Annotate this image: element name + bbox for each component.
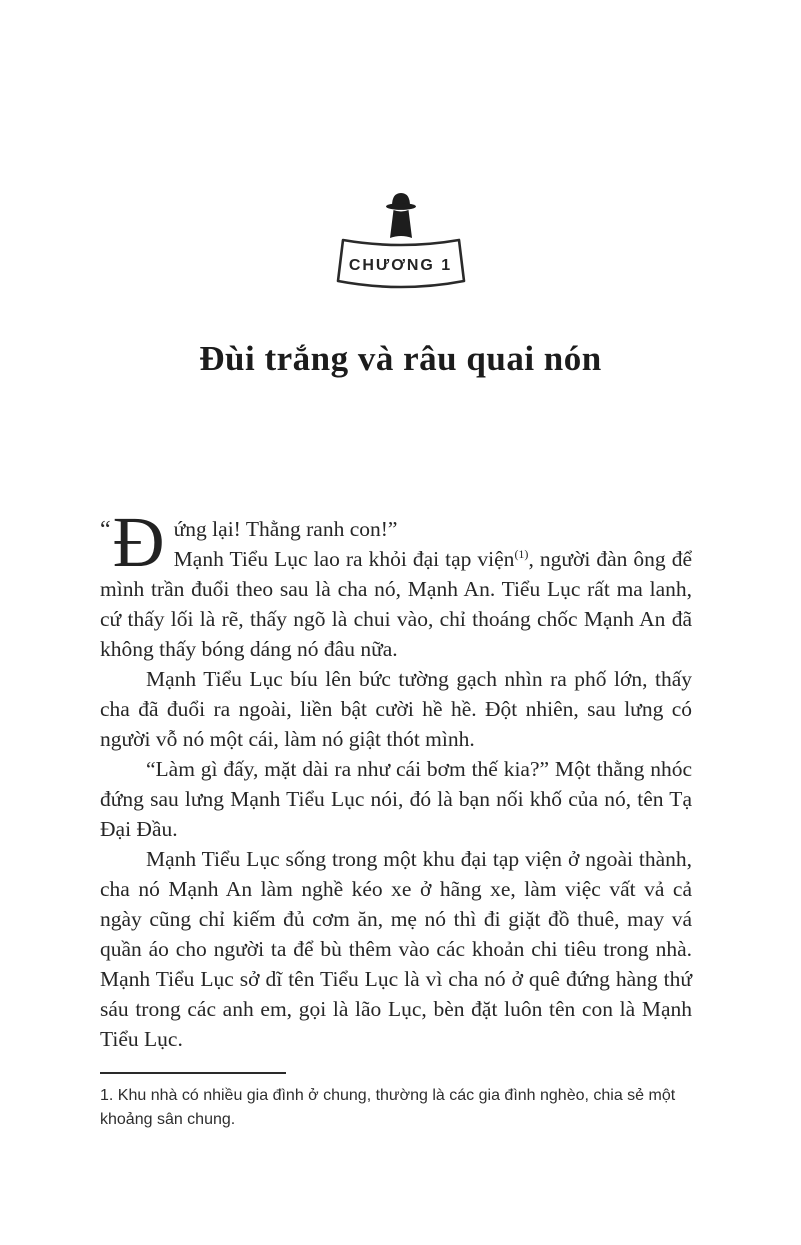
body-text bbox=[100, 502, 692, 1054]
chapter-ornament bbox=[0, 190, 801, 292]
footnote-text: 1. Khu nhà có nhiều gia đình ở chung, thường là các gia đình nghèo, chia sẻ một khoảng sân chung. bbox=[100, 1087, 676, 1128]
paragraph: “Làm gì đấy, mặt dài ra như cái bơm thế kia?” Một thằng nhóc đứng sau lưng Mạnh Tiểu Lục nói, đó là bạn nối khố của nó, tên Tạ Đại Đầu. bbox=[100, 757, 692, 841]
chapter-label: CHƯƠNG 1 bbox=[348, 256, 453, 274]
chapter-title: Đùi trắng và râu quai nón bbox=[199, 339, 602, 379]
open-quote-mark: “ bbox=[100, 517, 111, 543]
paragraph: Mạnh Tiểu Lục sống trong một khu đại tạp viện ở ngoài thành, cha nó Mạnh An làm nghề kéo xe ở hãng xe, làm việc vất vả cả ngày cũng chỉ kiếm đủ cơm ăn, mẹ nó thì đi giặt đồ thuê, may vá quần áo cho người ta để bù thêm vào các khoản chi tiêu trong nhà. Mạnh Tiểu Lục sở dĩ tên Tiểu Lục là vì cha nó ở quê đứng hàng thứ sáu trong các anh em, gọi là lão Lục, bèn đặt luôn tên con là Mạnh Tiểu Lục. bbox=[100, 847, 692, 1051]
footnote-reference: (1) bbox=[514, 546, 529, 561]
opening-continuation: Mạnh Tiểu Lục lao ra khỏi đại tạp viện bbox=[173, 547, 515, 571]
opening-continuation-rest: , người đàn ông để mình trần đuổi theo sau là cha nó, Mạnh An. Tiểu Lục rất ma lanh, cứ thấy lối là rẽ, thấy ngõ là chui vào, chỉ thoáng chốc Mạnh An đã không thấy bóng dáng nó đâu nữa. bbox=[100, 547, 692, 661]
paragraph: Mạnh Tiểu Lục bíu lên bức tường gạch nhìn ra phố lớn, thấy cha đã đuổi ra ngoài, liền bật cười hề hề. Đột nhiên, sau lưng có người vỗ nó một cái, làm nó giật thót mình. bbox=[100, 667, 692, 751]
chapter-banner bbox=[331, 232, 471, 292]
paragraph-opening bbox=[100, 502, 692, 664]
drop-cap: Đ bbox=[112, 502, 165, 582]
opening-first-line: ứng lại! Thằng ranh con!” bbox=[173, 517, 398, 541]
footnote bbox=[100, 1072, 696, 1132]
footnote-divider bbox=[100, 1072, 286, 1074]
